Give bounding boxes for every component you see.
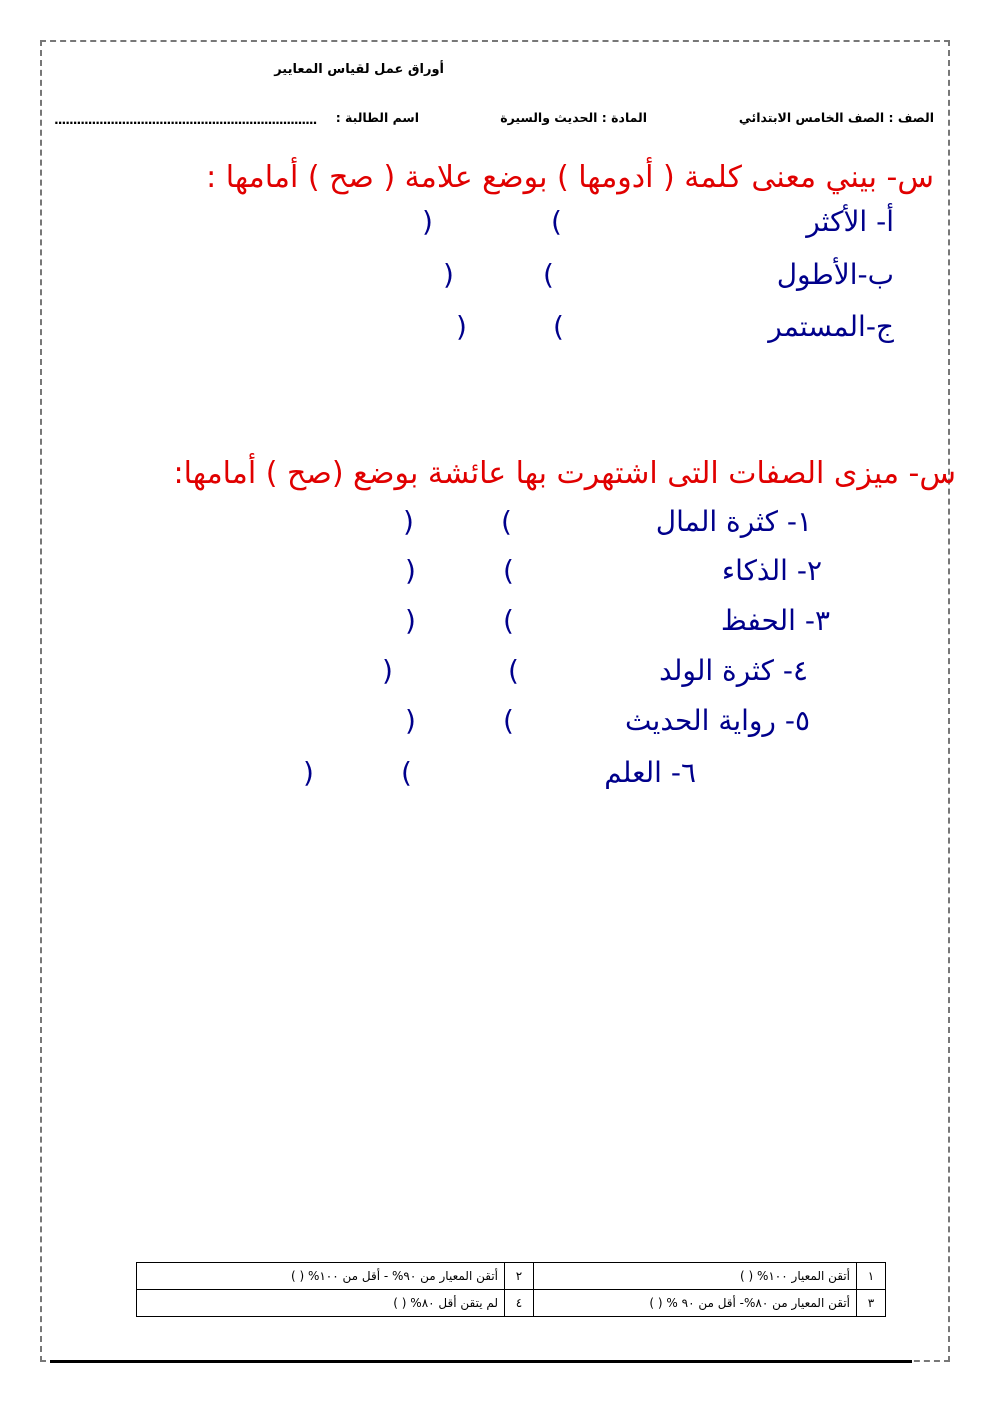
standard-cell[interactable]: أتقن المعيار من ٨٠%- أقل من ٩٠ % ( ) [534, 1290, 857, 1317]
q1-c-answer-close[interactable]: ) [456, 310, 467, 343]
q2-4-answer-close[interactable]: ) [382, 654, 393, 687]
standard-cell[interactable]: لم يتقن أقل ٨٠% ( ) [137, 1290, 505, 1317]
q2-5-answer-open[interactable]: ( [503, 704, 514, 737]
standard-number: ٢ [505, 1263, 534, 1290]
q2-option-3: ٣- الحفظ [720, 604, 830, 637]
student-name-field[interactable]: ...................................................................... [54, 112, 317, 127]
q2-option-4: ٤- كثرة الولد [659, 654, 808, 687]
standard-number: ٣ [857, 1290, 886, 1317]
standard-number: ٤ [505, 1290, 534, 1317]
table-row [137, 1263, 886, 1290]
q2-3-answer-close[interactable]: ) [405, 604, 416, 637]
q2-4-answer-open[interactable]: ( [508, 654, 519, 687]
table-row [137, 1290, 886, 1317]
bottom-divider [50, 1360, 912, 1363]
q1-option-b: ب-الأطول [776, 258, 894, 291]
q2-option-2: ٢- الذكاء [721, 554, 822, 587]
q2-1-answer-open[interactable]: ( [501, 505, 512, 538]
standard-cell[interactable]: أتقن المعيار من ٩٠% - أقل من ١٠٠% ( ) [137, 1263, 505, 1290]
q2-1-answer-close[interactable]: ) [403, 505, 414, 538]
q1-b-answer-open[interactable]: ( [543, 258, 554, 291]
subject-label: المادة : الحديث والسيرة [500, 110, 647, 125]
q2-6-answer-close[interactable]: ) [303, 756, 314, 789]
q1-option-c: ج-المستمر [768, 310, 894, 343]
q1-option-a: أ- الأكثر [806, 205, 894, 238]
q2-option-5: ٥- رواية الحديث [625, 704, 810, 737]
q1-a-answer-close[interactable]: ) [422, 205, 433, 238]
q1-a-answer-open[interactable]: ( [551, 205, 562, 238]
q2-6-answer-open[interactable]: ( [401, 756, 412, 789]
q2-3-answer-open[interactable]: ( [503, 604, 514, 637]
standard-number: ١ [857, 1263, 886, 1290]
student-name-label: اسم الطالبة : [335, 110, 419, 125]
page-title: أوراق عمل لقياس المعايير [274, 62, 444, 77]
standards-table [136, 1262, 886, 1317]
question-2: س- ميزى الصفات التى اشتهرت بها عائشة بوضع (صح ) أمامها: [173, 456, 956, 491]
q2-option-6: ٦- العلم [604, 756, 696, 789]
q1-b-answer-close[interactable]: ) [443, 258, 454, 291]
question-1: س- بيني معنى كلمة ( أدومها ) بوضع علامة ( صح ) أمامها : [206, 160, 934, 195]
page-border [40, 40, 950, 1362]
q2-2-answer-open[interactable]: ( [503, 554, 514, 587]
q1-c-answer-open[interactable]: ( [553, 310, 564, 343]
q2-option-1: ١- كثرة المال [655, 505, 812, 538]
grade-label: الصف : الصف الخامس الابتدائي [738, 110, 934, 125]
q2-5-answer-close[interactable]: ) [405, 704, 416, 737]
q2-2-answer-close[interactable]: ) [405, 554, 416, 587]
standard-cell[interactable]: أتقن المعيار ١٠٠% ( ) [534, 1263, 857, 1290]
